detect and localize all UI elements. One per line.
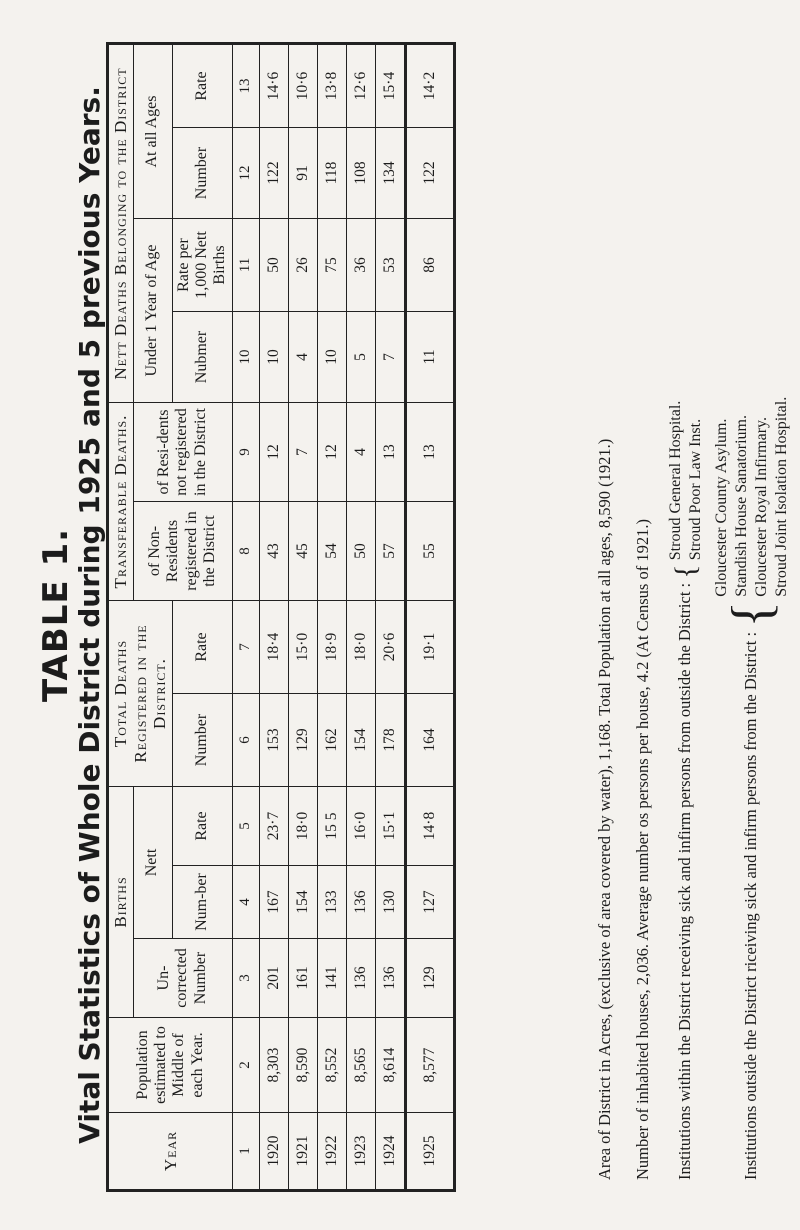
cell-nett-rate: 15·1 (375, 787, 405, 866)
brace-glyph: { (721, 600, 783, 628)
cell-non-residents: 43 (259, 502, 288, 601)
cell-total-number: 129 (288, 694, 317, 787)
institutions-within (666, 30, 706, 1180)
cell-year: 1924 (375, 1113, 405, 1191)
header-year: Year (108, 1113, 233, 1191)
column-number: 11 (232, 219, 259, 312)
cell-non-residents: 50 (346, 502, 375, 601)
cell-total-rate: 20·6 (375, 601, 405, 694)
cell-population: 8,577 (405, 1018, 454, 1113)
header-uncorrected: Un-corrected Number (133, 939, 232, 1018)
column-number: 5 (232, 787, 259, 866)
cell-all-rate: 15·4 (375, 44, 405, 128)
institutions-outside-list (712, 397, 792, 597)
cell-all-rate: 14·2 (405, 44, 454, 128)
cell-total-number: 153 (259, 694, 288, 787)
institution-item: Stroud General Hospital. (667, 400, 684, 561)
cell-total-rate: 19·1 (405, 601, 454, 694)
cell-infant-rate: 36 (346, 219, 375, 312)
table-row (346, 44, 375, 1191)
table-caption: Vital Statistics of Whole District during 1925 and 5 previous Years. (73, 86, 106, 1144)
column-number: 12 (232, 128, 259, 219)
cell-residents-not-registered: 12 (259, 403, 288, 502)
cell-infant-number: 7 (375, 312, 405, 403)
header-births: Births (108, 787, 134, 1018)
cell-nett-rate: 15 5 (317, 787, 346, 866)
cell-year: 1921 (288, 1113, 317, 1191)
header-total-deaths: Total Deaths Registered in the District. (108, 601, 173, 787)
table-row (317, 44, 346, 1191)
cell-nett-rate: 23·7 (259, 787, 288, 866)
header-infant-rate: Rate per 1,000 Nett Births (172, 219, 232, 312)
cell-population: 8,590 (288, 1018, 317, 1113)
cell-residents-not-registered: 13 (375, 403, 405, 502)
cell-year: 1922 (317, 1113, 346, 1191)
institutions-within-list (666, 401, 706, 561)
header-infant-number: Nubmer (172, 312, 232, 403)
cell-uncorrected: 141 (317, 939, 346, 1018)
header-total-number: Number (172, 694, 232, 787)
institution-item: Stroud Poor Law Inst. (687, 418, 704, 561)
cell-nett-number: 127 (405, 866, 454, 939)
header-transferable: Transferable Deaths. (108, 403, 134, 601)
cell-total-number: 162 (317, 694, 346, 787)
cell-residents-not-registered: 4 (346, 403, 375, 502)
cell-total-number: 154 (346, 694, 375, 787)
cell-residents-not-registered: 12 (317, 403, 346, 502)
cell-all-rate: 14·6 (259, 44, 288, 128)
cell-all-number: 122 (259, 128, 288, 219)
table-row-current-year (405, 44, 454, 1191)
cell-uncorrected: 161 (288, 939, 317, 1018)
cell-residents-not-registered: 13 (405, 403, 454, 502)
cell-nett-number: 130 (375, 866, 405, 939)
cell-nett-number: 167 (259, 866, 288, 939)
cell-all-rate: 10·6 (288, 44, 317, 128)
column-number: 9 (232, 403, 259, 502)
cell-year: 1920 (259, 1113, 288, 1191)
column-number: 4 (232, 866, 259, 939)
area-note: Area of District in Acres, (exclusive of area covered by water), 1,168. Total Population at all ages, 8,590 (1921.) (595, 438, 614, 1180)
header-all-rate: Rate (172, 44, 232, 128)
cell-residents-not-registered: 7 (288, 403, 317, 502)
brace-glyph: { (669, 564, 702, 579)
cell-nett-rate: 16·0 (346, 787, 375, 866)
cell-uncorrected: 129 (405, 939, 454, 1018)
header-population: Population estimated to Middle of each Year. (108, 1018, 233, 1113)
column-number: 13 (232, 44, 259, 128)
header-nett-rate: Rate (172, 787, 232, 866)
cell-uncorrected: 136 (346, 939, 375, 1018)
column-number: 1 (232, 1113, 259, 1191)
header-nett-number: Num-ber (172, 866, 232, 939)
cell-non-residents: 55 (405, 502, 454, 601)
cell-year: 1925 (405, 1113, 454, 1191)
institution-item: Gloucester Royal Infirmary. (753, 416, 770, 597)
cell-population: 8,303 (259, 1018, 288, 1113)
cell-all-number: 91 (288, 128, 317, 219)
cell-total-rate: 18·4 (259, 601, 288, 694)
cell-total-rate: 18·0 (346, 601, 375, 694)
institutions-within-label: Institutions within the District receiving sick and infirm persons from outside the District : (674, 582, 694, 1180)
cell-infant-rate: 50 (259, 219, 288, 312)
table-row (259, 44, 288, 1191)
cell-total-number: 178 (375, 694, 405, 787)
table-row (375, 44, 405, 1191)
cell-infant-rate: 26 (288, 219, 317, 312)
cell-infant-rate: 53 (375, 219, 405, 312)
cell-infant-number: 11 (405, 312, 454, 403)
header-residents-not-registered: of Resi-dents not registered in the District (133, 403, 232, 502)
cell-all-number: 134 (375, 128, 405, 219)
header-all-number: Number (172, 128, 232, 219)
cell-total-number: 164 (405, 694, 454, 787)
header-under-one-year: Under 1 Year of Age (133, 219, 172, 403)
cell-all-number: 108 (346, 128, 375, 219)
table-row (288, 44, 317, 1191)
vital-statistics-table (106, 42, 456, 1192)
cell-infant-number: 10 (259, 312, 288, 403)
cell-nett-rate: 14·8 (405, 787, 454, 866)
institution-item: Standish House Sanatorium. (733, 415, 750, 597)
institutions-outside-label: Institutions outside the District riceiving sick and infirm persons from the District : (740, 631, 760, 1180)
cell-population: 8,614 (375, 1018, 405, 1113)
header-non-residents: of Non-Residents registered in the District (133, 502, 232, 601)
cell-nett-number: 136 (346, 866, 375, 939)
institution-item: Stroud Joint Isolation Hospital. (773, 396, 790, 597)
cell-infant-number: 10 (317, 312, 346, 403)
institution-item: Gloucester County Asylum. (713, 418, 730, 597)
cell-all-rate: 13·8 (317, 44, 346, 128)
cell-all-rate: 12·6 (346, 44, 375, 128)
column-number: 10 (232, 312, 259, 403)
cell-population: 8,565 (346, 1018, 375, 1113)
header-nett-deaths: Nett Deaths Belonging to the District (108, 44, 134, 403)
column-number: 8 (232, 502, 259, 601)
cell-total-rate: 18·9 (317, 601, 346, 694)
cell-non-residents: 54 (317, 502, 346, 601)
page-title (38, 0, 106, 1230)
institutions-outside (712, 30, 792, 1180)
cell-all-number: 118 (317, 128, 346, 219)
column-number: 2 (232, 1018, 259, 1113)
cell-infant-rate: 86 (405, 219, 454, 312)
column-number: 3 (232, 939, 259, 1018)
cell-uncorrected: 136 (375, 939, 405, 1018)
cell-total-rate: 15·0 (288, 601, 317, 694)
column-number: 7 (232, 601, 259, 694)
cell-non-residents: 45 (288, 502, 317, 601)
cell-non-residents: 57 (375, 502, 405, 601)
cell-infant-number: 4 (288, 312, 317, 403)
header-nett: Nett (133, 787, 172, 939)
cell-all-number: 122 (405, 128, 454, 219)
table-number: TABLE 1. (36, 527, 76, 703)
cell-year: 1923 (346, 1113, 375, 1191)
column-number: 6 (232, 694, 259, 787)
houses-note: Number of inhabited houses, 2,036. Average number os persons per house, 4.2 (At Census of 1921.) (633, 519, 652, 1180)
cell-nett-rate: 18·0 (288, 787, 317, 866)
cell-infant-number: 5 (346, 312, 375, 403)
cell-uncorrected: 201 (259, 939, 288, 1018)
header-total-rate: Rate (172, 601, 232, 694)
cell-nett-number: 154 (288, 866, 317, 939)
cell-nett-number: 133 (317, 866, 346, 939)
cell-infant-rate: 75 (317, 219, 346, 312)
header-all-ages: At all Ages (133, 44, 172, 219)
cell-population: 8,552 (317, 1018, 346, 1113)
